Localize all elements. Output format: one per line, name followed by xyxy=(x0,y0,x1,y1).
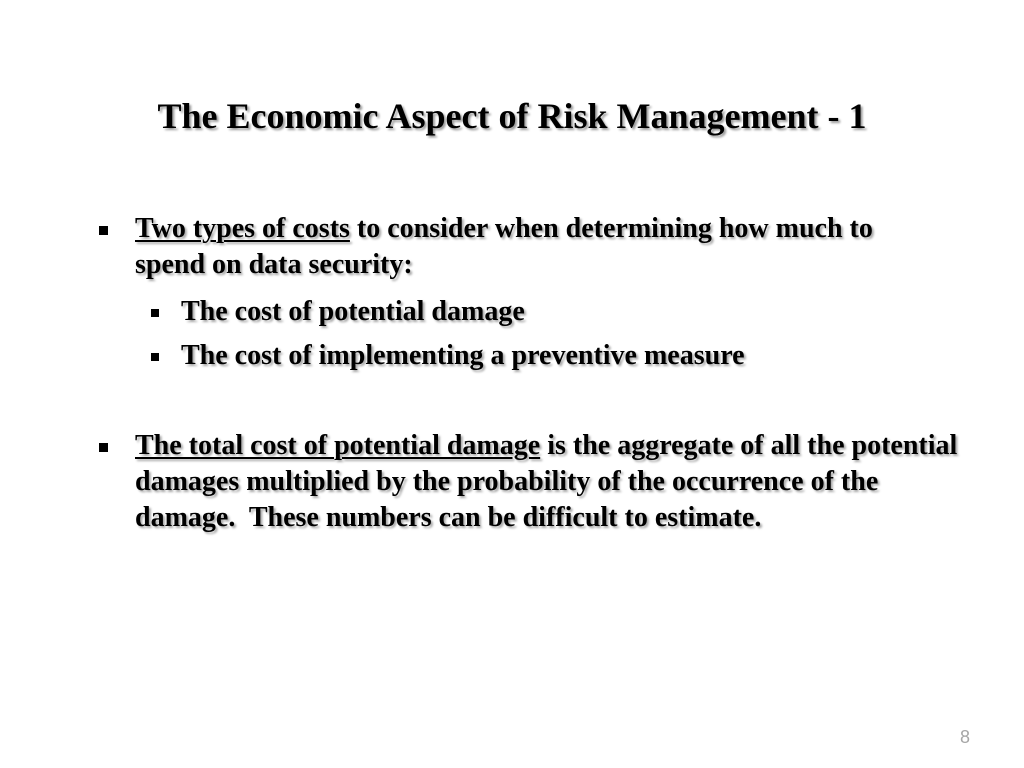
page-number: 8 xyxy=(959,727,970,747)
bullet-text: is the aggregate of all the potential damages multiplied by the probability of the occurrence of the damage. These numbers can be difficult to estimate. xyxy=(135,430,965,533)
slide-title: The Economic Aspect of Risk Management - 1 xyxy=(157,96,867,136)
bullet-text: to consider when determining how much to spend on data security: xyxy=(135,213,880,280)
bullet-item-total-cost xyxy=(135,428,965,536)
square-bullet-icon xyxy=(99,443,108,452)
bullet-underlined-text: Two types of costs xyxy=(135,213,350,244)
sub-bullet-item-preventive-measure: The cost of implementing a preventive measure xyxy=(181,340,745,371)
square-bullet-icon xyxy=(151,309,159,317)
sub-bullet-item-potential-damage: The cost of potential damage xyxy=(181,296,525,327)
bullet-underlined-text: The total cost of potential damage xyxy=(135,430,541,461)
bullet-item-cost-types xyxy=(135,211,935,283)
square-bullet-icon xyxy=(99,226,108,235)
square-bullet-icon xyxy=(151,353,159,361)
